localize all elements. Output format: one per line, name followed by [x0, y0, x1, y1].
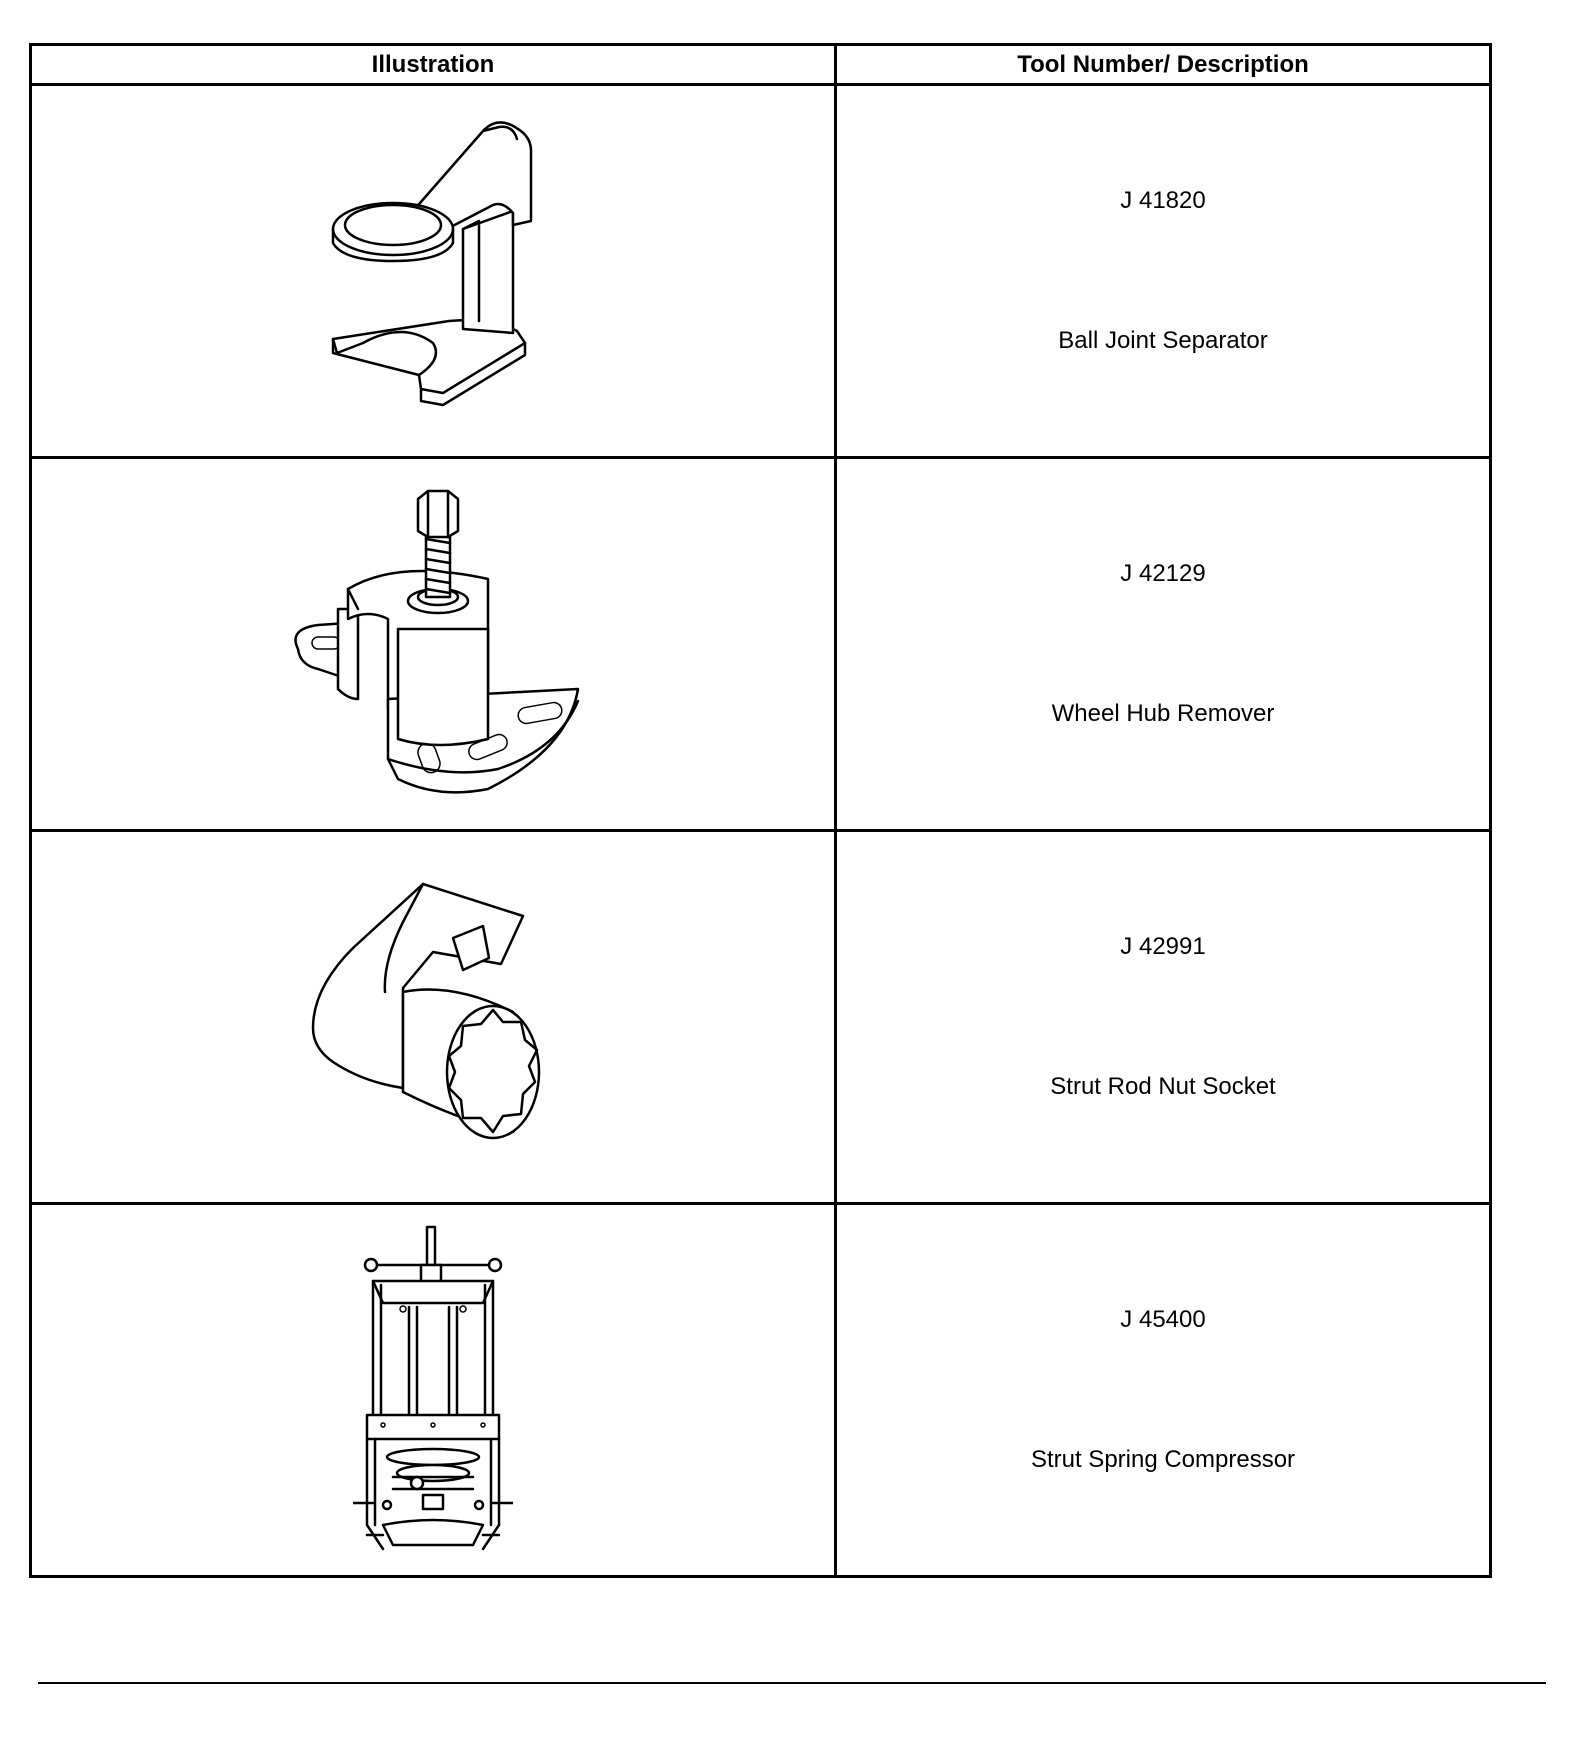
special-tools-table — [29, 43, 1492, 1578]
tool-number: J 42991 — [1120, 933, 1206, 960]
tool-description: Ball Joint Separator — [1058, 327, 1268, 354]
strut-spring-compressor-icon — [353, 1225, 513, 1555]
tool-description: Strut Rod Nut Socket — [1050, 1073, 1276, 1100]
tool-number: J 42129 — [1120, 560, 1206, 587]
tool-number: J 41820 — [1120, 187, 1206, 214]
table-row — [31, 831, 1491, 1204]
description-cell — [836, 1204, 1491, 1577]
illustration-cell — [31, 85, 836, 458]
header-row — [31, 45, 1491, 85]
description-cell — [836, 831, 1491, 1204]
tool-description: Strut Spring Compressor — [1030, 1446, 1296, 1473]
strut-rod-nut-socket-icon — [303, 882, 563, 1152]
table-row — [31, 458, 1491, 831]
footer-divider — [38, 1682, 1546, 1684]
wheel-hub-remover-icon — [278, 489, 588, 799]
table-row — [31, 85, 1491, 458]
description-cell — [836, 85, 1491, 458]
header-tool-number-description: Tool Number/ Description — [836, 45, 1491, 85]
illustration-cell — [31, 458, 836, 831]
header-illustration: Illustration — [31, 45, 836, 85]
tool-description: Wheel Hub Remover — [1051, 700, 1275, 727]
table-row — [31, 1204, 1491, 1577]
illustration-cell — [31, 831, 836, 1204]
tool-number: J 45400 — [1120, 1306, 1206, 1333]
ball-joint-separator-icon — [303, 121, 563, 421]
description-cell — [836, 458, 1491, 831]
illustration-cell — [31, 1204, 836, 1577]
